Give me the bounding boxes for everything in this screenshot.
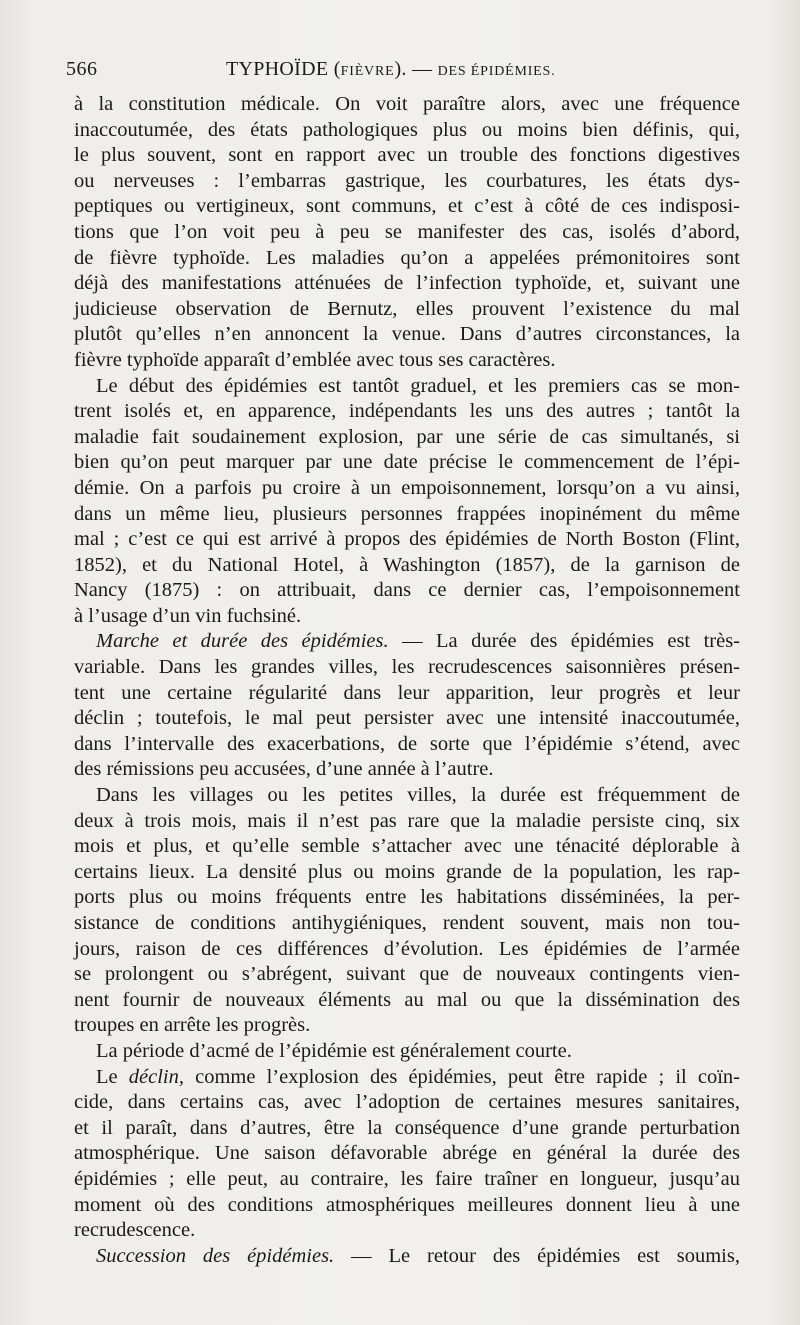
text-line-content: et il paraît, dans d’autres, être la conséquence d’une grande perturbation [74,1116,740,1139]
text-line [74,681,740,707]
text-line [74,1116,740,1142]
running-title-smallcaps-1: FIÈVRE [340,64,395,79]
text-line [74,118,740,144]
text-line [74,911,740,937]
text-line [74,834,740,860]
text-line [74,194,740,220]
text-line-content: épidémies ; elle peut, au contraire, les faire traîner en longueur, jusqu’au [74,1167,740,1190]
running-title [226,58,555,81]
text-line-lead: Le [96,1065,129,1088]
text-line [74,783,740,809]
running-header [66,58,740,86]
text-line-content: se prolongent ou s’abrégent, suivant que de nouveaux contingents vien- [74,963,740,986]
text-line-content: variable. Dans les grandes villes, les recrudescences saisonnières présen- [74,656,740,679]
text-line-content: peptiques ou vertigineux, sont communs, et c’est à côté de ces indisposi- [74,195,740,218]
text-line-content: inaccoutumée, des états pathologiques plus ou moins bien définis, qui, [74,118,740,141]
text-line [74,1193,740,1219]
text-line-content: judicieuse observation de Bernutz, elles prouvent l’existence du mal [74,297,740,320]
text-line [74,425,740,451]
body-text [74,92,740,1269]
text-line-content: comme l’explosion des épidémies, peut être rapide ; il coïn- [183,1065,740,1088]
text-line [74,757,740,783]
text-line-content: jours, raison de ces différences d’évolution. Les épidémies de l’armée [74,937,740,960]
text-line [74,604,740,630]
text-line-content: plutôt qu’elles n’en annoncent la venue. Dans d’autres circonstances, la [74,323,740,346]
text-line-content: tent une certaine régularité dans leur apparition, leur progrès et leur [74,681,740,704]
text-line-content: certains lieux. La densité plus ou moins grande de la population, les rap- [74,860,740,883]
text-line-content: recrudescence. [74,1219,196,1242]
text-line [74,246,740,272]
text-line [74,502,740,528]
text-line [74,348,740,374]
text-line-content: à la constitution médicale. On voit paraître alors, avec une fréquence [74,93,740,115]
text-line [74,374,740,400]
text-line [74,169,740,195]
text-line [74,655,740,681]
text-line [74,1218,740,1244]
text-line-content: moment où des conditions atmosphériques meilleures donnent lieu à une [74,1193,740,1216]
text-line-content: atmosphérique. Une saison défavorable abrége en général la durée des [74,1142,740,1165]
text-line-content: démie. On a parfois pu croire à un empoisonnement, lorsqu’on a vu ainsi, [74,476,740,499]
text-line-content: — La durée des épidémies est très- [388,630,740,653]
text-line [74,1065,740,1091]
section-heading-italic: Succession des épidémies. [96,1244,335,1267]
text-line [74,450,740,476]
text-line-content: nent fournir de nouveaux éléments au mal ou que la dissémination des [74,988,740,1011]
page-number: 566 [66,58,98,80]
text-line-content: mois et plus, et qu’elle semble s’attacher avec une ténacité déplorable à [74,835,740,858]
text-line [74,937,740,963]
text-line [74,92,740,118]
text-line [74,629,740,655]
text-line [74,578,740,604]
text-line [74,885,740,911]
text-line [74,1090,740,1116]
text-line-content: 1852), et du National Hotel, à Washington (1857), de la garnison de [74,553,740,576]
text-line-content: fièvre typhoïde apparaît d’emblée avec tous ses caractères. [74,348,556,371]
text-line [74,988,740,1014]
text-line [74,1013,740,1039]
text-line [74,399,740,425]
text-line [74,706,740,732]
text-line [74,1167,740,1193]
text-line [74,1244,740,1270]
text-line [74,732,740,758]
text-line-content: Dans les villages ou les petites villes, la durée est fréquemment de [96,784,740,807]
text-line-content: dans un même lieu, plusieurs personnes frappées inopinément du même [74,502,740,525]
text-line [74,143,740,169]
running-title-mid: ). — [394,58,438,80]
text-line [74,297,740,323]
text-line [74,271,740,297]
section-heading-italic: Marche et durée des épidémies. [96,630,389,653]
text-line-content: des rémissions peu accusées, d’une année à l’autre. [74,758,494,781]
text-line-content: deux à trois mois, mais il n’est pas rare que la maladie persiste cinq, six [74,809,740,832]
text-line-content: La période d’acmé de l’épidémie est généralement courte. [96,1039,572,1062]
text-line-content: dans l’intervalle des exacerbations, de sorte que l’épidémie s’étend, avec [74,732,740,755]
text-line-content: déjà des manifestations atténuées de l’infection typhoïde, et, suivant une [74,272,740,295]
text-line-content: maladie fait soudainement explosion, par une série de cas simultanés, si [74,425,740,448]
running-title-smallcaps-2: DES ÉPIDÉMIES. [437,64,556,79]
text-line [74,1039,740,1065]
text-line-content: de fièvre typhoïde. Les maladies qu’on a appelées prémonitoires sont [74,246,740,269]
text-line [74,860,740,886]
text-line-content: Nancy (1875) : on attribuait, dans ce dernier cas, l’empoisonnement [74,579,740,602]
text-line-content: — Le retour des épidémies est soumis, [334,1244,740,1267]
text-line-content: ou nerveuses : l’embarras gastrique, les courbatures, les états dys- [74,169,740,192]
text-line-content: mal ; c’est ce qui est arrivé à propos des épidémies de North Boston (Flint, [74,528,740,551]
text-line [74,220,740,246]
text-line [74,476,740,502]
text-line-content: Le début des épidémies est tantôt graduel, et les premiers cas se mon- [96,374,740,397]
text-line-content: sistance de conditions antihygiéniques, rendent souvent, mais non tou- [74,912,740,934]
text-line [74,809,740,835]
section-heading-italic: déclin, [128,1065,184,1088]
text-line [74,322,740,348]
text-line-content: cide, dans certains cas, avec l’adoption de certaines mesures sanitaires, [74,1091,740,1114]
running-title-main: TYPHOÏDE ( [226,58,341,80]
text-line-content: le plus souvent, sont en rapport avec un trouble des fonctions digestives [74,144,740,167]
text-line-content: déclin ; toutefois, le mal peut persister avec une intensité inaccoutumée, [74,707,740,730]
text-line-content: trent isolés et, en apparence, indépendants les uns des autres ; tantôt la [74,400,740,423]
text-line-content: bien qu’on peut marquer par une date précise le commencement de l’épi- [74,451,740,474]
text-line-content: à l’usage d’un vin fuchsiné. [74,604,302,627]
text-line-content: ports plus ou moins fréquents entre les habitations disséminées, la per- [74,886,740,909]
text-line-content: tions que l’on voit peu à peu se manifester des cas, isolés d’abord, [74,220,740,243]
text-line [74,1141,740,1167]
text-line [74,962,740,988]
text-line-content: troupes en arrête les progrès. [74,1014,311,1037]
text-line [74,553,740,579]
text-line [74,527,740,553]
